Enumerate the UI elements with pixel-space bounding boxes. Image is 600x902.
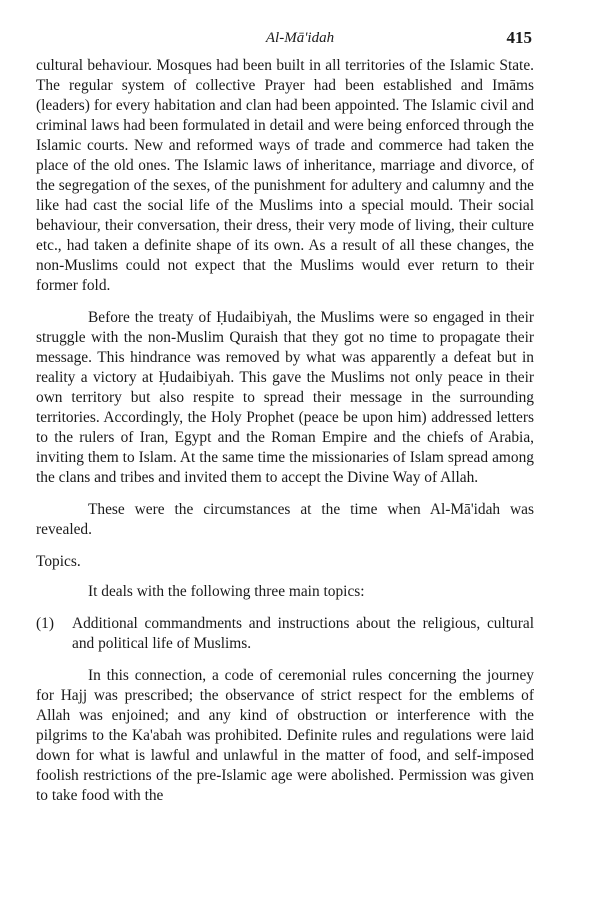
paragraph-ceremonial-rules: In this connection, a code of ceremonial rules concerning the journey for Hajj was prescribed; the observance of strict respect for the emblems of Allah was enjoined; and any kind of obstruction or interference with the pilgrims to the Ka'abah was prohibited. Definite rules and regulations were laid down for what is lawful and unlawful in the matter of food, and self-imposed foolish restrictions of the pre-Islamic age were abolished. Permission was given to take food with the: [36, 667, 534, 804]
page-number: 415: [506, 28, 532, 47]
paragraph-continuation: cultural behaviour. Mosques had been built in all territories of the Islamic State. The regular system of collective Prayer had been established and Imāms (leaders) for every habitation and clan had been appointed. The Islamic civil and criminal laws had been formulated in detail and were being enforced through the Islamic courts. New and reformed ways of trade and commerce had taken the place of the old ones. The Islamic laws of inheritance, marriage and divorce, of the segregation of the sexes, of the punishment for adultery and calumny and the like had cast the social life of the Muslims into a special mould. Their social behaviour, their conversation, their dress, their very mode of living, their culture etc., had taken a definite shape of its own. As a result of all these changes, the non-Muslims could not expect that the Muslims would ever return to their former fold.: [36, 57, 534, 294]
topic-list-item: [36, 614, 534, 654]
paragraph-hudaibiyah: Before the treaty of Ḥudaibiyah, the Muslims were so engaged in their struggle with the non-Muslim Quraish that they got no time to propagate their message. This hindrance was removed by what was apparently a defeat but in reality a victory at Ḥudaibiyah. This gave the Muslims not only peace in their own territory but also respite to spread their message in the surrounding territories. Accordingly, the Holy Prophet (peace be upon him) addressed letters to the rulers of Iran, Egypt and the Roman Empire and the chiefs of Arabia, inviting them to Islam. At the same time the missionaries of Islam spread among the clans and tribes and invited them to accept the Divine Way of Allah.: [36, 309, 534, 486]
topic-text: Additional commandments and instructions about the religious, cultural and political life of Muslims.: [72, 615, 534, 652]
topics-intro: It deals with the following three main topics:: [88, 583, 365, 600]
page-header: [0, 28, 600, 52]
topics-heading: Topics.: [36, 553, 81, 570]
paragraph-circumstances: These were the circumstances at the time when Al-Mā'idah was revealed.: [36, 501, 534, 538]
topic-number: (1): [36, 615, 54, 632]
body-text: [36, 56, 534, 806]
running-title: Al-Mā'idah: [265, 30, 335, 46]
